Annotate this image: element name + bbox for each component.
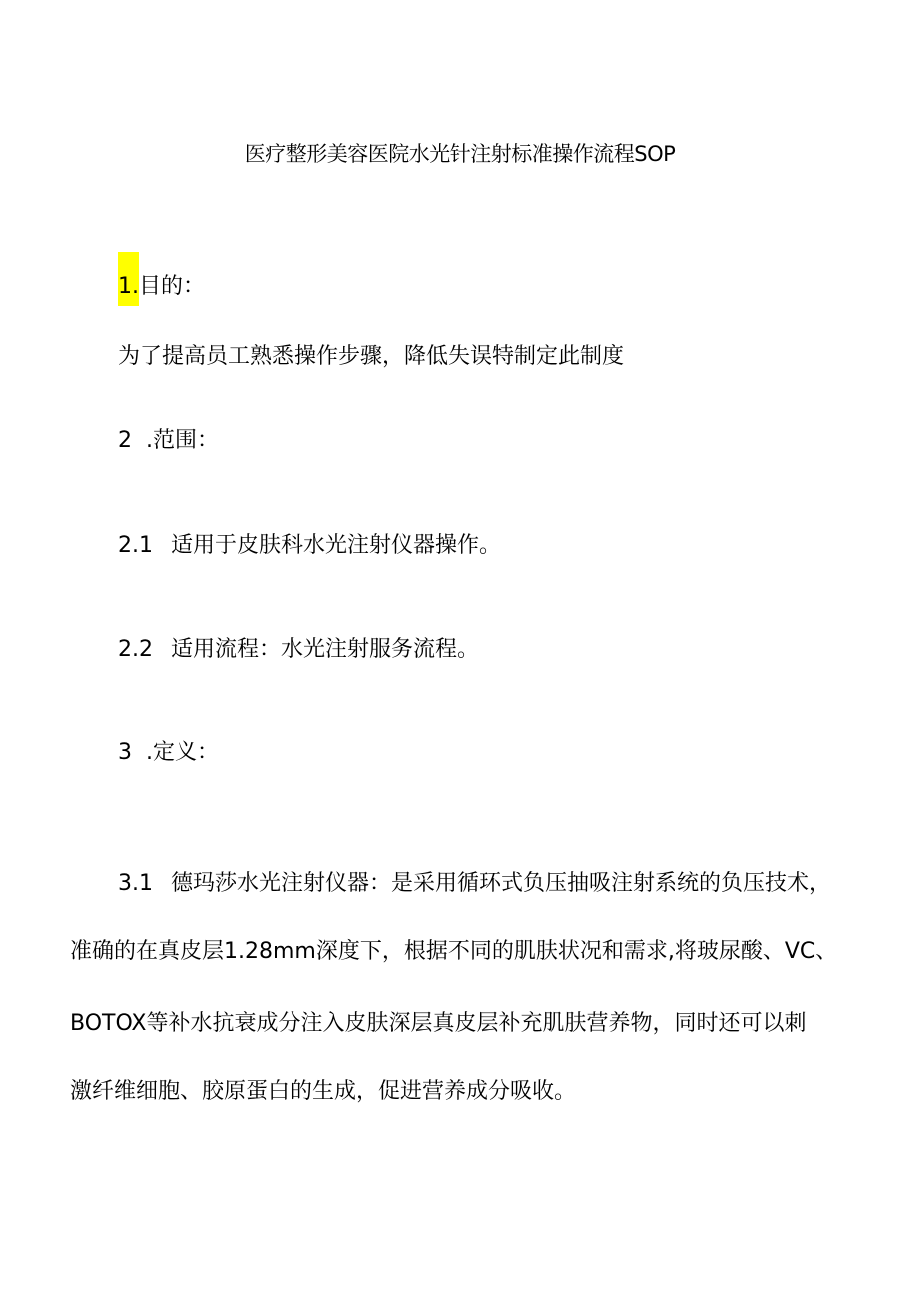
section-2-number: 2 [118, 428, 132, 453]
section-3-1-line-3: BOTOX等补水抗衰成分注入皮肤深层真皮层补充肌肤营养物，同时还可以刺 [70, 1011, 807, 1036]
section-2-2 [118, 635, 479, 665]
section-3-label: .定义： [146, 740, 219, 765]
section-3-number: 3 [118, 740, 132, 765]
section-1-body: 为了提高员工熟悉操作步骤，降低失误特制定此制度 [118, 344, 625, 369]
section-3-1-number: 3.1 [118, 871, 153, 896]
section-2-heading [118, 426, 219, 456]
section-2-2-number: 2.2 [118, 637, 153, 662]
section-1-heading [118, 272, 205, 306]
document-title: 医疗整形美容医院水光针注射标准操作流程SOP [244, 142, 676, 166]
section-3-1-line-2: 准确的在真皮层1.28mm深度下，根据不同的肌肤状况和需求,将玻尿酸、VC、 [70, 939, 838, 964]
section-3-1-line-1 [118, 869, 831, 899]
section-2-2-text: 适用流程：水光注射服务流程。 [171, 637, 480, 662]
section-2-1-number: 2.1 [118, 533, 153, 558]
section-2-1-text: 适用于皮肤科水光注射仪器操作。 [171, 533, 502, 558]
section-3-1-line-4: 激纤维细胞、胶原蛋白的生成，促进营养成分吸收。 [70, 1079, 577, 1104]
section-3-1-text-1: 德玛莎水光注射仪器：是采用循环式负压抽吸注射系统的负压技术， [171, 871, 832, 896]
section-2-1 [118, 531, 501, 561]
section-3-heading [118, 738, 219, 768]
section-2-label: .范围： [146, 428, 219, 453]
section-1-number-highlight: 1. [118, 252, 139, 306]
section-1-label: 目的： [139, 274, 206, 299]
